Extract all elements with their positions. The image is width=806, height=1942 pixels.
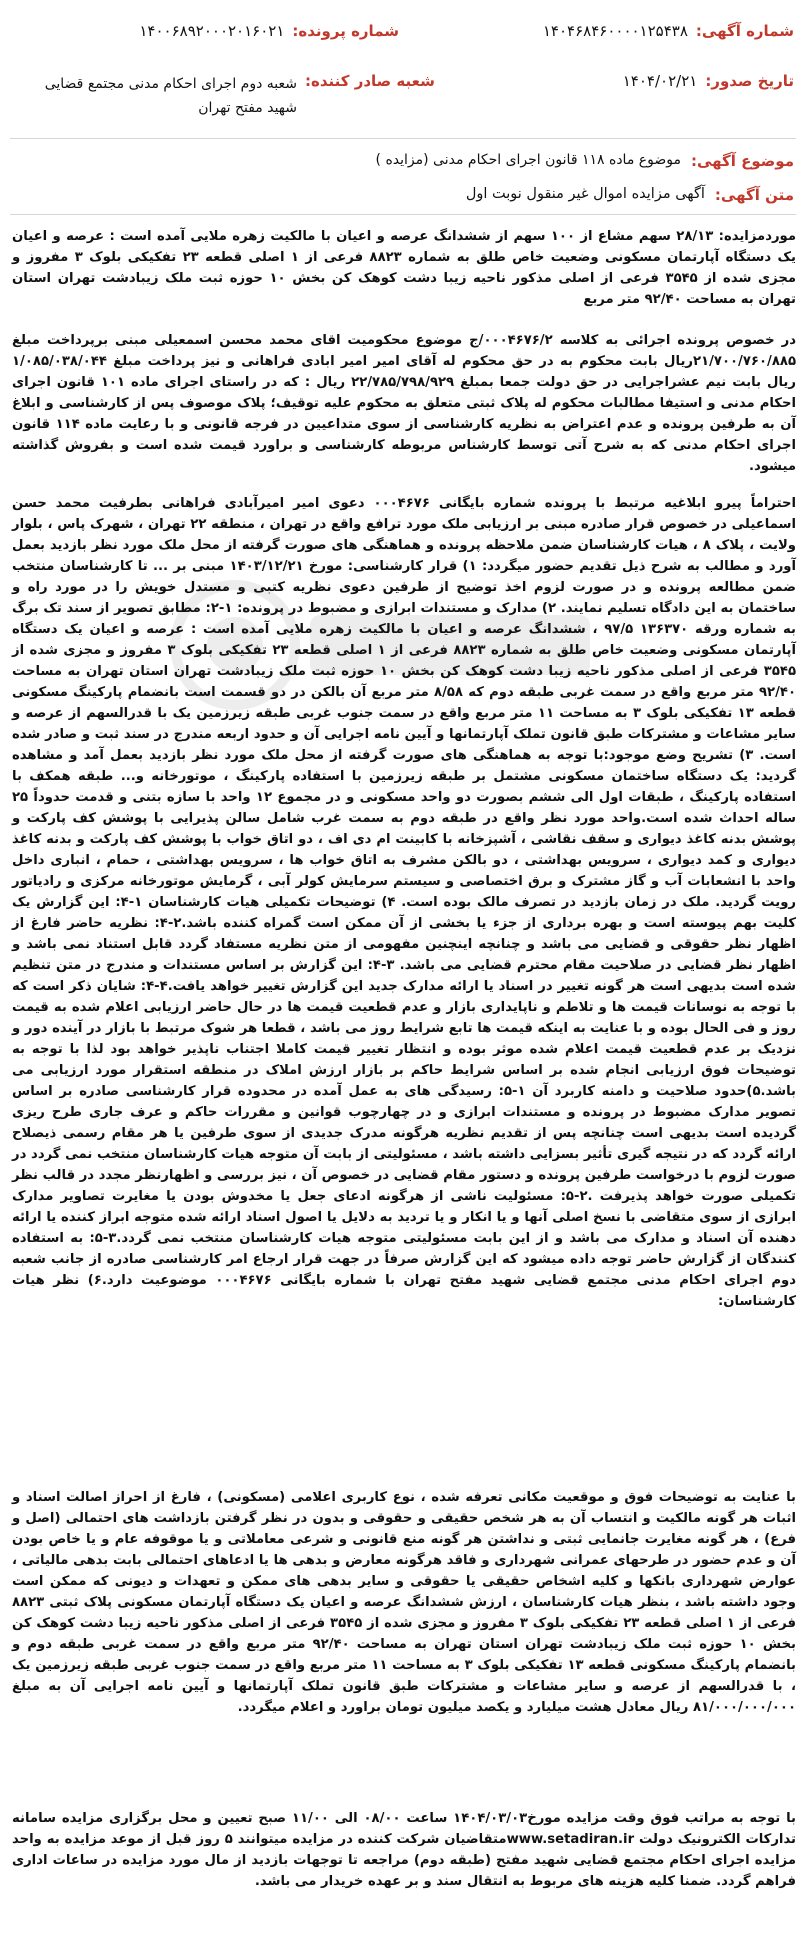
issuer: شعبه دوم اجرای احکام مدنی مجتمع قضایی شهید مفتح تهران <box>44 76 297 116</box>
paragraph-expert-opinion: با عنایت به توضیحات فوق و موقعیت مکانی تعرفه شده ، نوع کاربری اعلامی (مسکونی) ، فارغ از احراز اصالت اسناد و اثبات هر گونه مالکیت و انتساب آن به هر شخص حقیقی و حقوقی و بدون در نظر گرفتن بازداشت های احتمالی (اصل و فرع) ، هر گونه مغایرت جانمایی ثبتی و نداشتن هر گونه منع قانونی و شرعی معاملاتی و یا موقوفه عام و یا خاص بودن آن و عدم حضور در طرحهای عمرانی شهرداری و فاقد هرگونه معارض و بدهی ها یا ادعاهای احتمالی بابت بدهی مالیاتی ، عوارض شهرداری بانکها و کلیه اشخاص حقیقی یا حقوقی و سایر بدهی های ممکن و تعهدات و دیونی که ممکن است وجود داشته باشد ، بنظر هیات کارشناسان ، ارزش ششدانگ عرصه و اعیان یک دستگاه آپارتمان مسکونی پلاک ثبتی ۸۸۲۳ فرعی از ۱ اصلی قطعه ۲۳ تفکیکی بلوک ۳ مفروز و مجزی شده از ۳۵۴۵ فرعی از اصلی مذکور ناحیه زیبا دشت کوهک کن بخش ۱۰ حوزه ثبت ملک زیبادشت تهران استان تهران به مساحت ۹۲/۴۰ متر مربع واقع در سمت غربی طبقه دوم و بانضمام پارکینگ مسکونی قطعه ۱۳ تفکیکی بلوک ۳ به مساحت ۱۱ متر مربع واقع در سمت جنوب غربی طبقه زیرزمین یک ، با قدرالسهم از عرصه و سایر مشاعات و مشترکات طبق قانون تملک آپارتمانها و آیین نامه اجرایی آن به مبلغ ۸۱/۰۰۰/۰۰۰/۰۰۰ ریال معادل هشت میلیارد و یکصد میلیون تومان براورد و اعلام میگردد. <box>12 1490 797 1715</box>
issue-date-block <box>435 72 794 90</box>
subject-label: موضوع آگهی: <box>690 152 794 170</box>
text-title-row <box>12 186 794 204</box>
notice-number-label: شماره آگهی: <box>695 22 794 40</box>
paragraph-case-details: در خصوص پرونده اجرائی به کلاسه ۰۰۰۴۶۷۶/۲/ج موضوع محکومیت اقای محمد محسن اسمعیلی مبنی برپرداخت مبلغ ۲۱/۷۰۰/۷۶۰/۸۸۵ریال بابت محکوم به در حق محکوم له آقای امیر امیر ابادی فراهانی و نیز پرداخت مبلغ ۱/۰۸۵/۰۳۸/۰۴۴ ریال بابت نیم عشراجرایی در حق دولت جمعا بمبلغ ۲۲/۷۸۵/۷۹۸/۹۲۹ ریال : که در راستای اجرای ماده ۱۰۱ قانون اجرای احکام مدنی و استیفا مطالبات محکوم له پلاک ثبتی متعلق به محکوم علیه توقیف؛ پلاک موصوف پس از کارشناسی و ابلاغ آن به طرفین پرونده و عدم اعتراض به نظریه کارشناسی از سوی متداعیین در فرجه قانونی و با رعایت ماده ۱۱۴ قانون اجرای احکام مدنی که به شرح آتی توسط کارشناس مربوطه کارشناسی و براورد قیمت شده است و بفروش گذاشته میشود. <box>12 333 796 474</box>
text-label: متن آگهی: <box>714 186 794 204</box>
case-number-label: شماره پرونده: <box>292 22 399 40</box>
title-divider <box>10 214 796 215</box>
notice-number-block <box>399 22 794 40</box>
paragraph-expert-report: احتراماً پیرو ابلاغیه مرتبط با پرونده شماره بایگانی ۰۰۰۴۶۷۶ دعوی امیر امیرآبادی فراهانی بطرفیت محمد حسن اسماعیلی در خصوص قرار صادره مبنی بر ارزیابی ملک مورد ترافع واقع در تهران ، منطقه ۲۲ تهران ، شهرک پاس ، بلوار ولایت ، پلاک ۸ ، هیات کارشناسان ضمن ملاحظه پرونده و هماهنگی های صورت گرفته از محل ملک مورد نظر بازدید بعمل آورد و مطالب به شرح ذیل تقدیم حضور میگردد: ۱) قرار کارشناسی: مورخ ۱۴۰۳/۱۲/۲۱ مبنی بر ... تا کارشناسان منتخب ضمن مطالعه پرونده و در صورت لزوم اخذ توضیح از طرفین دعوی نظریه کتبی و مستدل خویش را در مورد راه و ساختمان به این دادگاه تسلیم نمایند. ۲) مدارک و مستندات ابرازی و مضبوط در پرونده: ۱-۲: مطابق تصویر از سند تک برگ به شماره ورقه ۱۳۶۳۷۰ ۹۷/۵ ، ششدانگ عرصه و اعیان با مالکیت زهره ملایی آمده است : عرصه و اعیان یک دستگاه آپارتمان مسکونی وضعیت خاص طلق به شماره ۸۸۲۳ فرعی از ۱ اصلی قطعه ۲۳ تفکیکی بلوک ۳ مفروز و مجزی شده از ۳۵۴۵ فرعی از اصلی مذکور ناحیه زیبا دشت کوهک کن بخش ۱۰ حوزه ثبت ملک زیبادشت تهران استان تهران به مساحت ۹۲/۴۰ متر مربع واقع در سمت غربی طبقه دوم که ۸/۵۸ متر مربع آن بالکن در دو قسمت است بانضمام پارکینگ مسکونی قطعه ۱۳ تفکیکی بلوک ۳ به مساحت ۱۱ متر مربع واقع در سمت جنوب غربی طبقه زیرزمین یک با قدرالسهم از عرصه و سایر مشاعات و مشترکات طبق قانون تملک آپارتمانها و آیین نامه اجرایی آن و حدود اربعه مندرج در سند ثبت و صادر شده است. ۳) تشریح وضع موجود:با توجه به هماهنگی های صورت گرفته از محل ملک مورد نظر بازدید بعمل آمد و مشاهده گردید: یک دستگاه ساختمان مسکونی مشتمل بر طبقه زیرزمین با استفاده پارکینگ ، موتورخانه و... طبقه همکف با استفاده پارکینگ ، طبقات اول الی ششم بصورت دو واحد مسکونی و در مجموع ۱۲ واحد با سازه بتنی و قدمت حدوداً ۲۵ ساله احداث شده است.واحد مورد نظر واقع در طبقه دوم به سمت غرب شامل سالن پذیرایی با پوشش کف پارکت و پوشش بدنه کاغذ دیواری و سقف نقاشی ، آشپزخانه با کابینت ام دی اف ، دو اتاق خواب با پوشش کف پارکت و بدنه کاغذ دیواری و کمد دیواری ، سرویس بهداشتی ، دو بالکن مشرف به اتاق خواب ها ، سرویس بهداشتی ، حمام ، انباری داخل واحد با انشعابات آب و گاز مشترک و برق اختصاصی و سیستم سرمایش کولر آبی ، گرمایش موتورخانه مرکزی و رادیاتور رویت گردید. ملک در زمان بازدید در تصرف مالک بوده است. ۴) توضیحات تکمیلی هیات کارشناسان ۱-۴: این گزارش یک کلیت بهم پیوسته است و بهره برداری از جزء یا بخشی از آن ممکن است گمراه کننده باشد.۲-۴: نظریه حاضر فارغ از اظهار نظر حقوقی و قضایی می باشد و چنانچه اینچنین مفهومی از متن نظریه مستفاد گردد قابل استناد نمی باشد و اظهار نظر قضایی در صلاحیت مقام محترم قضایی می باشد. ۳-۴: این گزارش بر اساس مستندات و مندرج در متن تنظیم شده است بدیهی است هر گونه تغییر در اسناد یا ارائه مدارک جدید این گزارش تغییر خواهد یافت.۴-۴: شایان ذکر است که با توجه به نوسانات قیمت ها و تلاطم و ناپایداری بازار و عدم قطعیت قیمت ها در حال حاضر ارزیابی اعلام شده به قیمت روز و فی الحال بوده و با عنایت به اینکه قیمت ها تابع شرایط روز می باشد ، قطعا هر شوک مرتبط با بازار در آینده دور و نزدیک بر عدم قطعیت قیمت اعلام شده موثر بوده و انتظار تغییر قیمت کاملا اجتناب ناپذیر خواهد بود لذا با توجه به توضیحات فوق ارزیابی انجام شده بر اساس شرایط حاکم بر بازار ارزش املاک در منطقه استقرار مورد ارزیابی می باشد.۵)حدود صلاحیت و دامنه کاربرد آن ۱-۵: رسیدگی های به عمل آمده در محدوده قرار کارشناسی صادره بر اساس تصویر مدارک مضبوط در پرونده و مستندات ابرازی و در چهارچوب قوانین و مقررات حاکم و عرف جاری طرح ریزی گردیده است بدیهی است چنانچه پس از تقدیم نظریه هرگونه مدرک جدیدی از سوی طرفین یا هر مقام رسمی ذیصلاح ارائه گردد که در نتیجه گیری تأثیر بسزایی داشته باشد ، مسئولیتی از بابت آن متوجه هیات کارشناسان منتخب نمی گردد در صورت لزوم با درخواست طرفین پرونده و دستور مقام قضایی در خصوص آن ، نیز بررسی و اظهارنظر مجدد در قالب نظر تکمیلی صورت خواهد پذیرفت .۲-۵: مسئولیت ناشی از هرگونه ادعای جعل یا مخدوش بودن یا مغایرت تصاویر مدارک ابرازی از سوی متقاضی با نسخ اصلی آنها و یا انکار و یا تردید به دلایل یا اصول اسناد ارائه شده متوجه ابراز کننده یا ارائه دهنده آن اسناد و مدارک می باشد و از این بابت مسئولیتی متوجه هیات کارشناسان منتخب نمی گردد.۳-۵: به استفاده کنندگان از گزارش حاضر توجه داده میشود که این گزارش صرفاً در جهت قرار ارجاع امر کارشناسی صادره از جانب شعبه دوم اجرای احکام مدنی مجتمع قضایی شهید مفتح تهران با شماره بایگانی ۰۰۰۴۶۷۶ موضوعیت دارد.۶) نظر هیات کارشناسان: <box>12 496 797 1309</box>
paragraph-auction-item: موردمزایده: ۲۸/۱۳ سهم مشاع از ۱۰۰ سهم از ششدانگ عرصه و اعیان با مالکیت زهره ملایی آمده است : عرصه و اعیان یک دستگاه آپارتمان مسکونی وضعیت خاص طلق به شماره ۸۸۲۳ فرعی از ۱ اصلی قطعه ۲۳ تفکیکی بلوک ۳ مفروز و مجزی شده از ۳۵۴۵ فرعی از اصلی مذکور ناحیه زیبا دشت کوهک کن بخش ۱۰ حوزه ثبت ملک زیبادشت تهران استان تهران به مساحت ۹۲/۴۰ متر مربع <box>12 229 797 307</box>
issuer-block <box>12 72 435 120</box>
issue-date-label: تاریخ صدور: <box>705 72 794 90</box>
issuer-label: شعبه صادر کننده: <box>305 72 435 90</box>
notice-number: ۱۴۰۴۶۸۴۶۰۰۰۰۱۲۵۴۳۸ <box>542 22 688 40</box>
header-divider <box>10 138 796 139</box>
header-row-1 <box>12 22 794 40</box>
paragraph-auction-time: با توجه به مراتب فوق وقت مزایده مورخ۱۴۰۴/۰۳/۰۳ ساعت ۰۸/۰۰ الی ۱۱/۰۰ صبح تعیین و محل برگزاری مزایده سامانه تدارکات الکترونیک دولت www.setadiran.irمتقاضیان شرکت کننده در مزایده میتوانند ۵ روز قبل از موعد مزایده به واحد مزایده اجرای احکام مجتمع قضایی شهید مفتح (طبقه دوم) مراجعه تا توجهات بازدید از مال مورد مزایده در ساعات اداری فراهم گردد. ضمنا کلیه هزینه های مربوط به انتقال سند و بر عهده خریدار می باشد. <box>12 1811 797 1889</box>
subject-row <box>12 152 794 170</box>
case-number-block <box>139 22 399 40</box>
subject: موضوع ماده ۱۱۸ قانون اجرای احکام مدنی (مزایده ) <box>375 152 681 168</box>
issue-date: ۱۴۰۴/۰۲/۲۱ <box>622 72 698 90</box>
text-title: آگهی مزایده اموال غیر منقول نوبت اول <box>465 186 705 202</box>
header-row-2 <box>12 72 794 120</box>
case-number: ۱۴۰۰۶۸۹۲۰۰۰۲۰۱۶۰۲۱ <box>139 22 285 40</box>
